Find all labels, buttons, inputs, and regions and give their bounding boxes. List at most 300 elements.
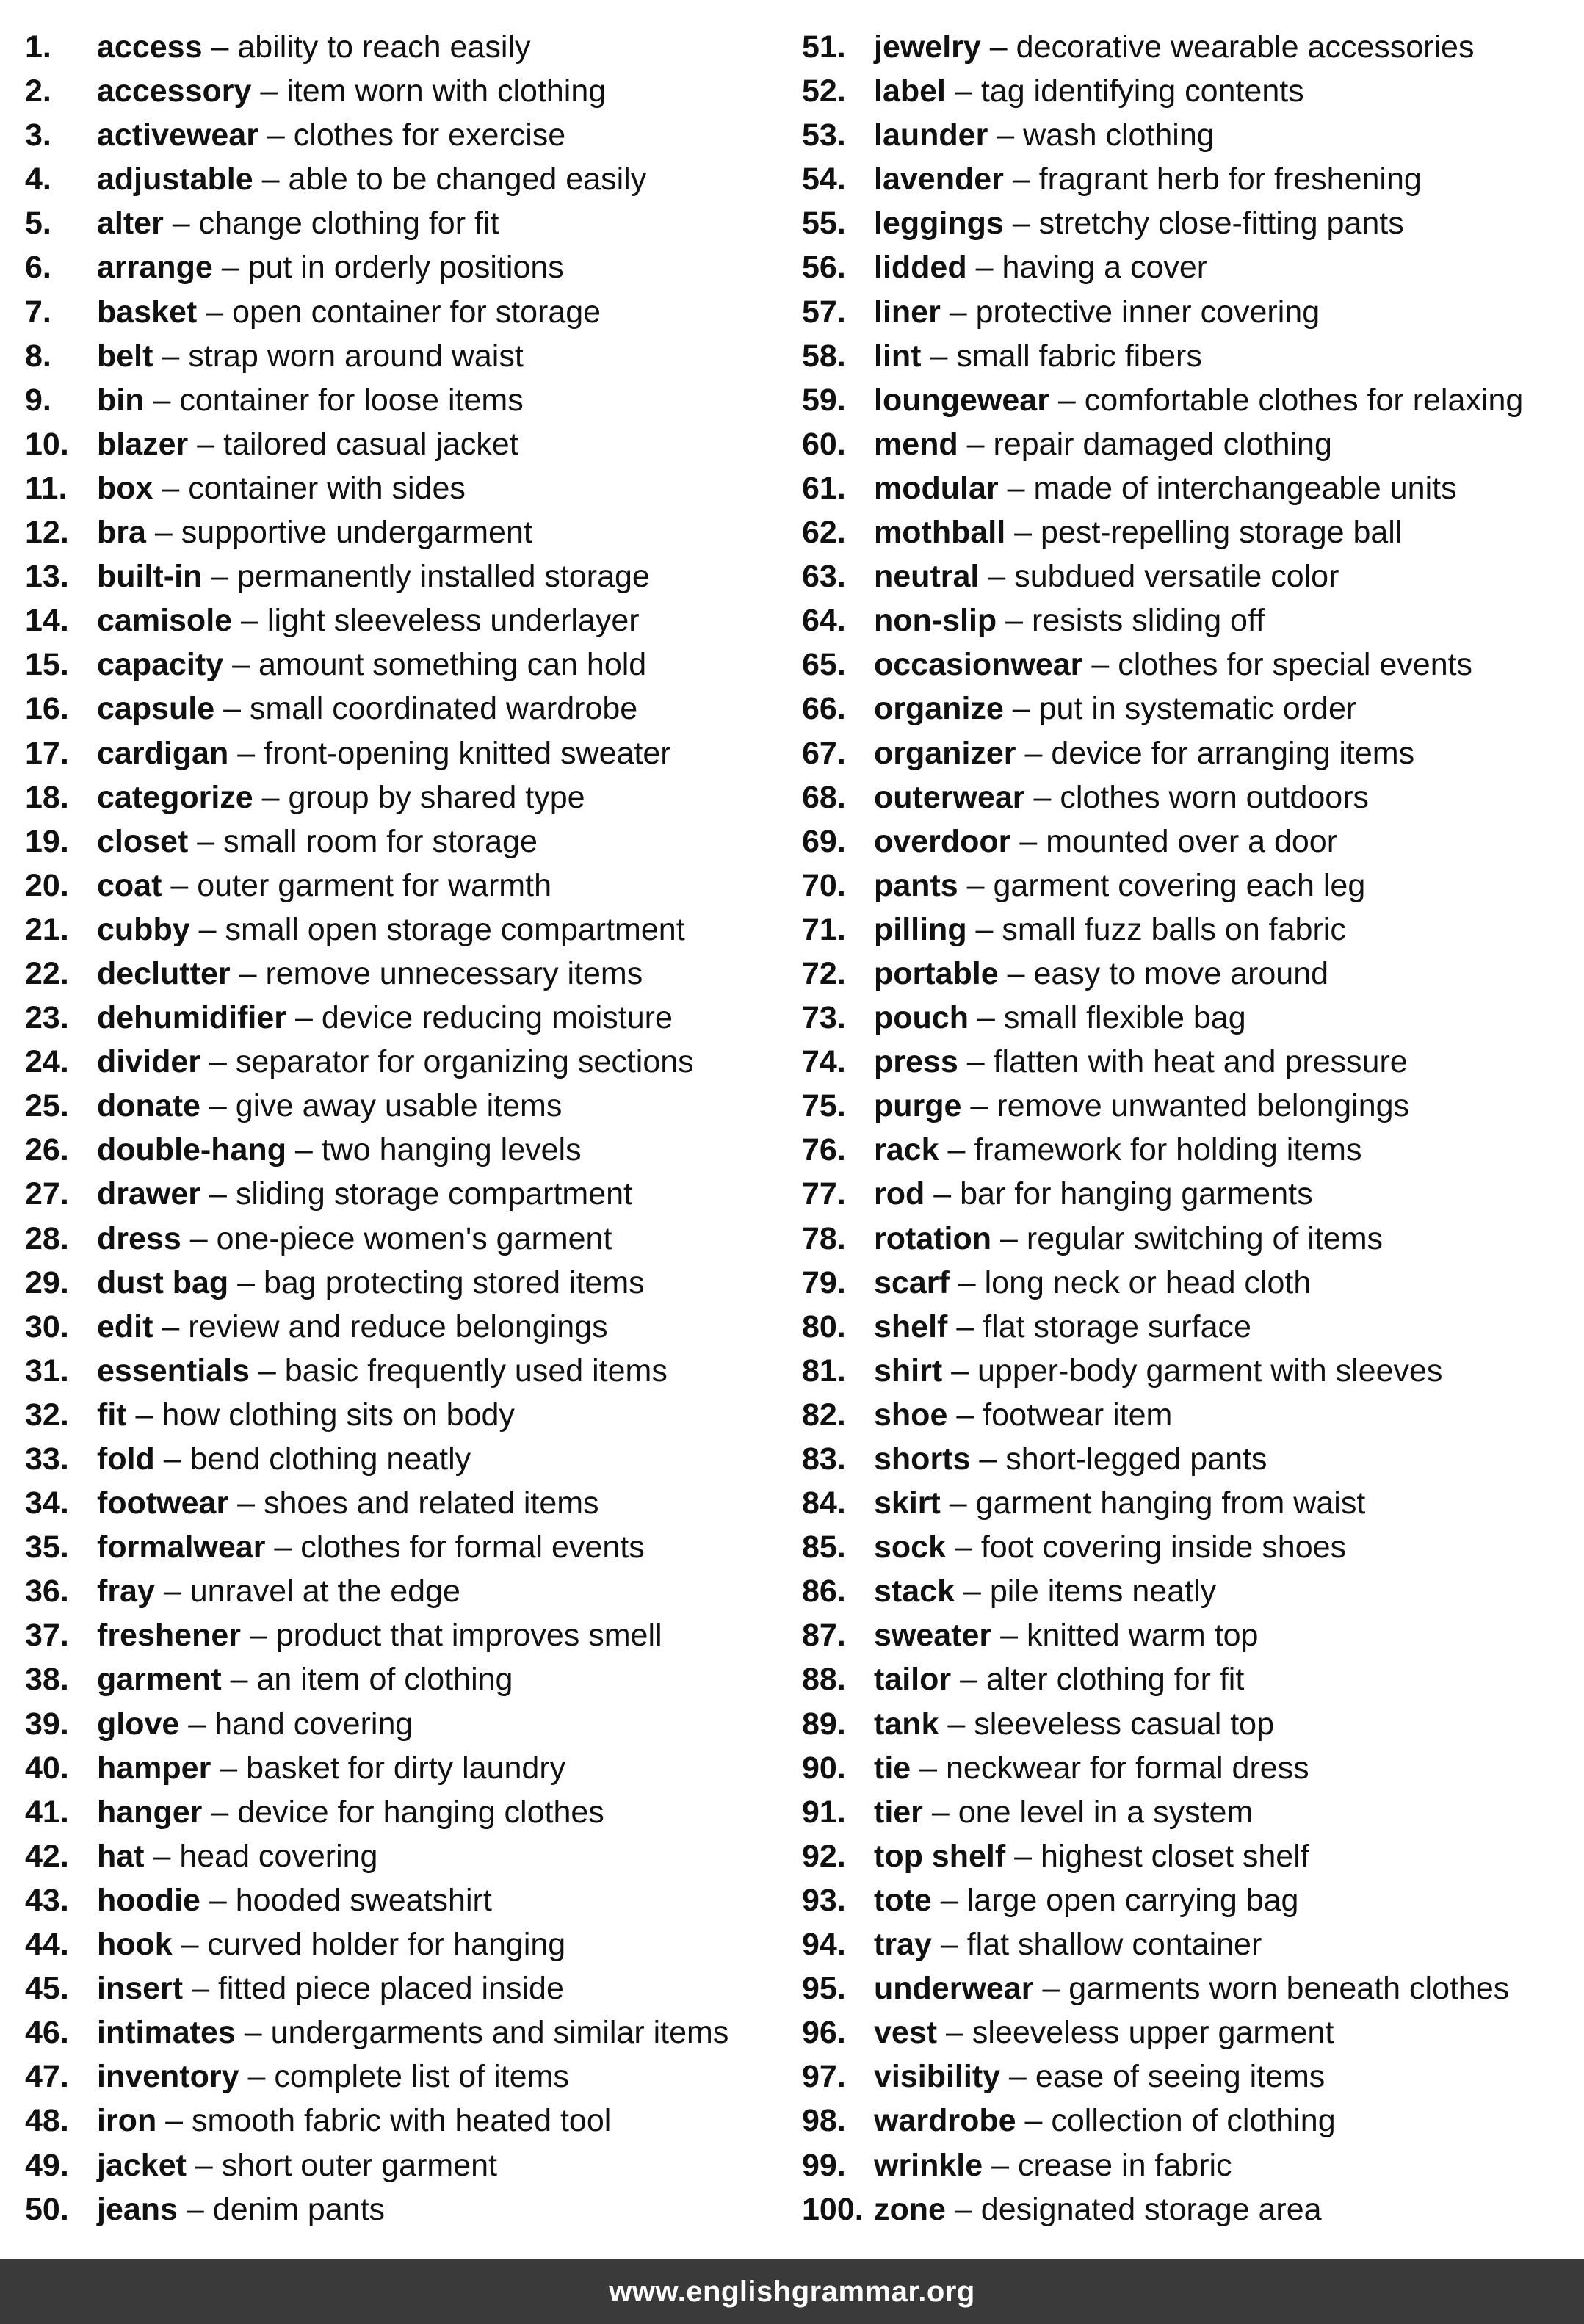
- entry-number: 100.: [802, 2191, 864, 2227]
- entry-dash: –: [1033, 779, 1052, 815]
- entry-dash: –: [209, 1882, 227, 1918]
- entry-text: [97, 1790, 604, 1834]
- entry-word: underwear: [874, 1971, 1034, 2007]
- entry-text: [97, 1746, 565, 1790]
- entry-dash: –: [1024, 2103, 1043, 2139]
- entry-word: hoodie: [97, 1882, 200, 1918]
- entry-number: 83.: [802, 1441, 846, 1477]
- entry-number: 9.: [25, 382, 51, 418]
- entry-word: mothball: [874, 515, 1006, 551]
- entry-text: [874, 245, 1207, 289]
- vocabulary-entry: [25, 1084, 728, 1128]
- entry-definition: hooded sweatshirt: [235, 1882, 492, 1918]
- vocabulary-entry: [25, 290, 728, 334]
- entry-word: essentials: [97, 1353, 250, 1389]
- entry-text: [97, 510, 532, 554]
- entry-definition: complete list of items: [274, 2059, 569, 2095]
- entry-dash: –: [991, 2147, 1010, 2183]
- entry-dash: –: [294, 1132, 313, 1168]
- entry-text: [874, 687, 1356, 731]
- entry-dash: –: [988, 559, 1006, 595]
- vocabulary-entry: [802, 1128, 1523, 1172]
- entry-number: 27.: [25, 1176, 69, 1212]
- entry-word: declutter: [97, 955, 231, 991]
- entry-word: glove: [97, 1706, 180, 1742]
- entry-text: [97, 1525, 645, 1569]
- entry-word: modular: [874, 470, 999, 506]
- entry-text: [874, 642, 1472, 687]
- entry-text: [874, 113, 1215, 157]
- vocabulary-entry: [802, 1217, 1523, 1261]
- vocabulary-entry: [25, 864, 728, 908]
- entry-word: fold: [97, 1441, 155, 1477]
- entry-dash: –: [232, 647, 250, 683]
- entry-word: fit: [97, 1397, 127, 1433]
- entry-number: 93.: [802, 1882, 846, 1918]
- entry-number: 98.: [802, 2103, 846, 2139]
- entry-word: shoe: [874, 1397, 948, 1433]
- entry-definition: device for arranging items: [1051, 735, 1415, 771]
- entry-number: 71.: [802, 911, 846, 947]
- vocabulary-entry: [25, 1040, 728, 1084]
- entry-dash: –: [930, 338, 948, 374]
- entry-text: [97, 245, 564, 289]
- entry-number: 6.: [25, 250, 51, 286]
- vocabulary-entry: [802, 1878, 1523, 1922]
- entry-dash: –: [135, 1397, 153, 1433]
- entry-word: neutral: [874, 559, 980, 595]
- entry-dash: –: [931, 1794, 950, 1830]
- entry-dash: –: [260, 73, 278, 109]
- entry-definition: stretchy close-fitting pants: [1038, 206, 1404, 242]
- entry-definition: how clothing sits on body: [162, 1397, 515, 1433]
- vocabulary-entry: [802, 908, 1523, 952]
- entry-number: 46.: [25, 2015, 69, 2051]
- entry-dash: –: [1000, 1220, 1018, 1256]
- vocabulary-entry: [25, 2055, 728, 2099]
- entry-dash: –: [237, 735, 256, 771]
- entry-text: [874, 25, 1474, 69]
- entry-dash: –: [239, 955, 257, 991]
- entry-definition: bag protecting stored items: [264, 1264, 645, 1300]
- entry-definition: shoes and related items: [264, 1485, 599, 1521]
- entry-dash: –: [970, 1088, 988, 1124]
- entry-word: capacity: [97, 647, 224, 683]
- entry-text: [874, 908, 1346, 952]
- entry-text: [874, 1525, 1346, 1569]
- entry-definition: knitted warm top: [1027, 1618, 1259, 1654]
- entry-dash: –: [1005, 603, 1024, 639]
- entry-number: 17.: [25, 735, 69, 771]
- entry-number: 5.: [25, 206, 51, 242]
- vocabulary-entry: [802, 466, 1523, 510]
- vocabulary-entry: [802, 1305, 1523, 1349]
- vocabulary-entry: [25, 952, 728, 996]
- entry-text: [874, 1878, 1298, 1922]
- vocabulary-entry: [25, 554, 728, 598]
- entry-number: 61.: [802, 470, 846, 506]
- entry-number: 60.: [802, 426, 846, 462]
- entry-dash: –: [956, 1308, 974, 1344]
- entry-word: blazer: [97, 426, 189, 462]
- entry-dash: –: [211, 559, 229, 595]
- entry-text: [874, 1481, 1365, 1525]
- entry-text: [97, 2010, 728, 2055]
- vocabulary-entry: [802, 25, 1523, 69]
- vocabulary-entry: [25, 1172, 728, 1216]
- entry-text: [874, 1172, 1313, 1216]
- entry-definition: repair damaged clothing: [993, 426, 1332, 462]
- vocabulary-entry: [25, 2187, 728, 2231]
- vocabulary-entry: [25, 245, 728, 289]
- vocabulary-entry: [25, 819, 728, 864]
- entry-word: edit: [97, 1308, 153, 1344]
- entry-word: closet: [97, 823, 189, 859]
- entry-number: 19.: [25, 823, 69, 859]
- entry-word: pants: [874, 867, 958, 903]
- entry-word: double-hang: [97, 1132, 286, 1168]
- entry-word: jeans: [97, 2191, 178, 2227]
- entry-text: [97, 1128, 582, 1172]
- entry-word: insert: [97, 1971, 184, 2007]
- right-column: [802, 25, 1523, 2231]
- entry-word: pilling: [874, 911, 967, 947]
- entry-number: 78.: [802, 1220, 846, 1256]
- entry-number: 37.: [25, 1618, 69, 1654]
- entry-text: [874, 554, 1339, 598]
- entry-number: 67.: [802, 735, 846, 771]
- entry-number: 79.: [802, 1264, 846, 1300]
- entry-text: [874, 1437, 1267, 1481]
- entry-number: 63.: [802, 559, 846, 595]
- entry-word: shelf: [874, 1308, 948, 1344]
- entry-number: 50.: [25, 2191, 69, 2227]
- entry-text: [97, 113, 565, 157]
- vocabulary-entry: [25, 25, 728, 69]
- entry-definition: remove unnecessary items: [265, 955, 643, 991]
- vocabulary-entry: [802, 201, 1523, 245]
- entry-text: [874, 422, 1332, 466]
- entry-definition: clothes worn outdoors: [1060, 779, 1370, 815]
- entry-dash: –: [181, 1927, 199, 1963]
- entry-word: label: [874, 73, 946, 109]
- entry-text: [874, 157, 1422, 201]
- entry-number: 92.: [802, 1838, 846, 1874]
- entry-dash: –: [1012, 162, 1030, 198]
- vocabulary-entry: [25, 598, 728, 642]
- entry-word: camisole: [97, 603, 233, 639]
- entry-word: overdoor: [874, 823, 1011, 859]
- vocabulary-entry: [25, 687, 728, 731]
- vocabulary-entry: [25, 1702, 728, 1746]
- entry-definition: tailored casual jacket: [223, 426, 518, 462]
- entry-dash: –: [188, 1706, 206, 1742]
- entry-dash: –: [198, 911, 217, 947]
- vocabulary-entry: [802, 642, 1523, 687]
- vocabulary-entry: [802, 113, 1523, 157]
- vocabulary-entry: [802, 378, 1523, 422]
- entry-text: [97, 1481, 599, 1525]
- entry-word: organizer: [874, 735, 1016, 771]
- entry-number: 47.: [25, 2059, 69, 2095]
- entry-word: activewear: [97, 117, 258, 153]
- entry-word: intimates: [97, 2015, 236, 2051]
- entry-definition: remove unwanted belongings: [997, 1088, 1410, 1124]
- entry-definition: item worn with clothing: [286, 73, 607, 109]
- entry-dash: –: [195, 2147, 213, 2183]
- entry-text: [874, 378, 1523, 422]
- entry-number: 94.: [802, 1927, 846, 1963]
- entry-number: 48.: [25, 2103, 69, 2139]
- entry-text: [874, 1922, 1262, 1966]
- entry-definition: one level in a system: [958, 1794, 1254, 1830]
- entry-dash: –: [209, 1088, 227, 1124]
- vocabulary-entry: [802, 864, 1523, 908]
- entry-word: launder: [874, 117, 988, 153]
- entry-definition: two hanging levels: [321, 1132, 582, 1168]
- entry-number: 14.: [25, 603, 69, 639]
- entry-number: 84.: [802, 1485, 846, 1521]
- entry-number: 66.: [802, 691, 846, 727]
- entry-definition: protective inner covering: [975, 294, 1320, 330]
- vocabulary-entry: [25, 775, 728, 819]
- entry-word: non-slip: [874, 603, 997, 639]
- entry-word: dehumidifier: [97, 1000, 287, 1036]
- vocabulary-entry: [25, 1393, 728, 1437]
- vocabulary-entry: [802, 598, 1523, 642]
- entry-number: 21.: [25, 911, 69, 947]
- entry-definition: alter clothing for fit: [986, 1662, 1245, 1698]
- entry-definition: garments worn beneath clothes: [1068, 1971, 1510, 2007]
- entry-dash: –: [933, 1176, 952, 1212]
- entry-text: [874, 1657, 1244, 1701]
- entry-word: basket: [97, 294, 198, 330]
- entry-word: divider: [97, 1044, 200, 1080]
- entry-text: [97, 687, 637, 731]
- entry-number: 42.: [25, 1838, 69, 1874]
- entry-number: 45.: [25, 1971, 69, 2007]
- entry-word: built-in: [97, 559, 203, 595]
- entry-word: tank: [874, 1706, 939, 1742]
- entry-definition: short outer garment: [221, 2147, 498, 2183]
- entry-word: bra: [97, 515, 146, 551]
- entry-text: [97, 1437, 471, 1481]
- entry-definition: change clothing for fit: [198, 206, 499, 242]
- entry-dash: –: [966, 1044, 985, 1080]
- vocabulary-entry: [802, 1481, 1523, 1525]
- entry-number: 75.: [802, 1088, 846, 1124]
- entry-text: [874, 2099, 1336, 2143]
- entry-dash: –: [162, 338, 180, 374]
- entry-number: 44.: [25, 1927, 69, 1963]
- entry-number: 38.: [25, 1662, 69, 1698]
- vocabulary-entry: [25, 422, 728, 466]
- entry-text: [874, 1305, 1251, 1349]
- entry-dash: –: [267, 117, 285, 153]
- entry-definition: clothes for special events: [1118, 647, 1473, 683]
- entry-definition: front-opening knitted sweater: [264, 735, 671, 771]
- entry-definition: pile items neatly: [989, 1574, 1217, 1610]
- entry-definition: sliding storage compartment: [235, 1176, 632, 1212]
- entry-dash: –: [154, 515, 173, 551]
- vocabulary-entry: [25, 69, 728, 113]
- entry-text: [97, 1217, 612, 1261]
- entry-number: 54.: [802, 162, 846, 198]
- entry-number: 80.: [802, 1308, 846, 1344]
- entry-dash: –: [947, 1132, 966, 1168]
- vocabulary-entry: [802, 157, 1523, 201]
- entry-dash: –: [966, 426, 985, 462]
- entry-dash: –: [951, 1353, 969, 1389]
- entry-text: [97, 1613, 662, 1657]
- vocabulary-entry: [802, 1084, 1523, 1128]
- entry-text: [874, 2187, 1322, 2231]
- entry-dash: –: [162, 470, 180, 506]
- entry-number: 69.: [802, 823, 846, 859]
- vocabulary-entry: [25, 1305, 728, 1349]
- vocabulary-entry: [25, 157, 728, 201]
- entry-dash: –: [163, 1441, 181, 1477]
- entry-text: [874, 1128, 1361, 1172]
- entry-dash: –: [949, 1485, 967, 1521]
- entry-dash: –: [979, 1441, 997, 1477]
- entry-dash: –: [165, 2103, 184, 2139]
- footer-url[interactable]: www.englishgrammar.org: [609, 2275, 975, 2308]
- vocabulary-entry: [802, 1437, 1523, 1481]
- entry-number: 12.: [25, 515, 69, 551]
- entry-text: [97, 157, 646, 201]
- entry-definition: put in orderly positions: [247, 250, 564, 286]
- entry-definition: strap worn around waist: [188, 338, 524, 374]
- entry-dash: –: [223, 691, 242, 727]
- entry-word: tailor: [874, 1662, 952, 1698]
- entry-definition: ability to reach easily: [237, 29, 531, 65]
- entry-definition: small coordinated wardrobe: [249, 691, 638, 727]
- entry-text: [97, 378, 524, 422]
- entry-dash: –: [1057, 382, 1076, 418]
- entry-text: [97, 598, 640, 642]
- entry-text: [874, 1834, 1309, 1878]
- entry-dash: –: [1091, 647, 1110, 683]
- entry-text: [97, 1966, 564, 2010]
- entry-definition: pest-repelling storage ball: [1041, 515, 1403, 551]
- vocabulary-entry: [25, 466, 728, 510]
- vocabulary-entry: [802, 687, 1523, 731]
- entry-dash: –: [1000, 1618, 1019, 1654]
- vocabulary-entry: [25, 1569, 728, 1613]
- entry-word: categorize: [97, 779, 253, 815]
- entry-definition: small fabric fibers: [956, 338, 1202, 374]
- entry-text: [97, 1084, 562, 1128]
- entry-definition: highest closet shelf: [1041, 1838, 1309, 1874]
- entry-number: 64.: [802, 603, 846, 639]
- vocabulary-entry: [802, 1569, 1523, 1613]
- entry-word: capsule: [97, 691, 215, 727]
- entry-word: zone: [874, 2191, 946, 2227]
- vocabulary-entry: [25, 1613, 728, 1657]
- vocabulary-entry: [802, 2187, 1523, 2231]
- entry-definition: device for hanging clothes: [237, 1794, 604, 1830]
- entry-dash: –: [954, 2191, 972, 2227]
- entry-number: 29.: [25, 1264, 69, 1300]
- vocabulary-entry: [25, 510, 728, 554]
- vocabulary-entry: [25, 1657, 728, 1701]
- entry-definition: bar for hanging garments: [960, 1176, 1313, 1212]
- entry-number: 88.: [802, 1662, 846, 1698]
- entry-dash: –: [919, 1750, 938, 1786]
- entry-text: [97, 952, 643, 996]
- entry-dash: –: [237, 1485, 256, 1521]
- entry-definition: collection of clothing: [1051, 2103, 1336, 2139]
- entry-word: organize: [874, 691, 1004, 727]
- entry-word: garment: [97, 1662, 222, 1698]
- entry-word: alter: [97, 206, 164, 242]
- entry-word: box: [97, 470, 153, 506]
- entry-word: fray: [97, 1574, 155, 1610]
- entry-dash: –: [947, 1706, 966, 1742]
- vocabulary-entry: [25, 2010, 728, 2055]
- entry-text: [97, 290, 601, 334]
- entry-dash: –: [197, 823, 215, 859]
- entry-number: 23.: [25, 1000, 69, 1036]
- entry-number: 81.: [802, 1353, 846, 1389]
- entry-word: top shelf: [874, 1838, 1006, 1874]
- entry-text: [874, 290, 1320, 334]
- entry-number: 87.: [802, 1618, 846, 1654]
- entry-number: 3.: [25, 117, 51, 153]
- entry-definition: wash clothing: [1023, 117, 1215, 153]
- entry-word: occasionwear: [874, 647, 1083, 683]
- entry-definition: fragrant herb for freshening: [1038, 162, 1422, 198]
- entry-word: rotation: [874, 1220, 992, 1256]
- entry-word: donate: [97, 1088, 200, 1124]
- entry-number: 59.: [802, 382, 846, 418]
- entry-text: [97, 642, 646, 687]
- entry-text: [97, 1305, 608, 1349]
- entry-number: 7.: [25, 294, 51, 330]
- entry-definition: long neck or head cloth: [984, 1264, 1312, 1300]
- entry-dash: –: [274, 1530, 292, 1565]
- entry-number: 77.: [802, 1176, 846, 1212]
- entry-dash: –: [294, 1000, 313, 1036]
- entry-definition: separator for organizing sections: [235, 1044, 694, 1080]
- entry-number: 65.: [802, 647, 846, 683]
- entry-definition: foot covering inside shoes: [980, 1530, 1347, 1565]
- entry-word: hamper: [97, 1750, 211, 1786]
- entry-dash: –: [1019, 823, 1038, 859]
- entry-dash: –: [958, 1264, 976, 1300]
- entry-word: press: [874, 1044, 958, 1080]
- vocabulary-entry: [802, 245, 1523, 289]
- entry-dash: –: [1042, 1971, 1060, 2007]
- entry-text: [97, 864, 551, 908]
- entry-dash: –: [989, 29, 1008, 65]
- entry-word: rod: [874, 1176, 925, 1212]
- entry-dash: –: [211, 29, 229, 65]
- entry-definition: easy to move around: [1033, 955, 1329, 991]
- entry-text: [97, 554, 650, 598]
- entry-dash: –: [1024, 735, 1043, 771]
- entry-text: [97, 201, 499, 245]
- entry-number: 11.: [25, 470, 68, 506]
- entry-text: [874, 2055, 1325, 2099]
- vocabulary-entry: [802, 69, 1523, 113]
- vocabulary-entry: [25, 334, 728, 378]
- entry-dash: –: [1007, 955, 1025, 991]
- entry-word: liner: [874, 294, 941, 330]
- entry-dash: –: [940, 1882, 958, 1918]
- vocabulary-entry: [802, 996, 1523, 1040]
